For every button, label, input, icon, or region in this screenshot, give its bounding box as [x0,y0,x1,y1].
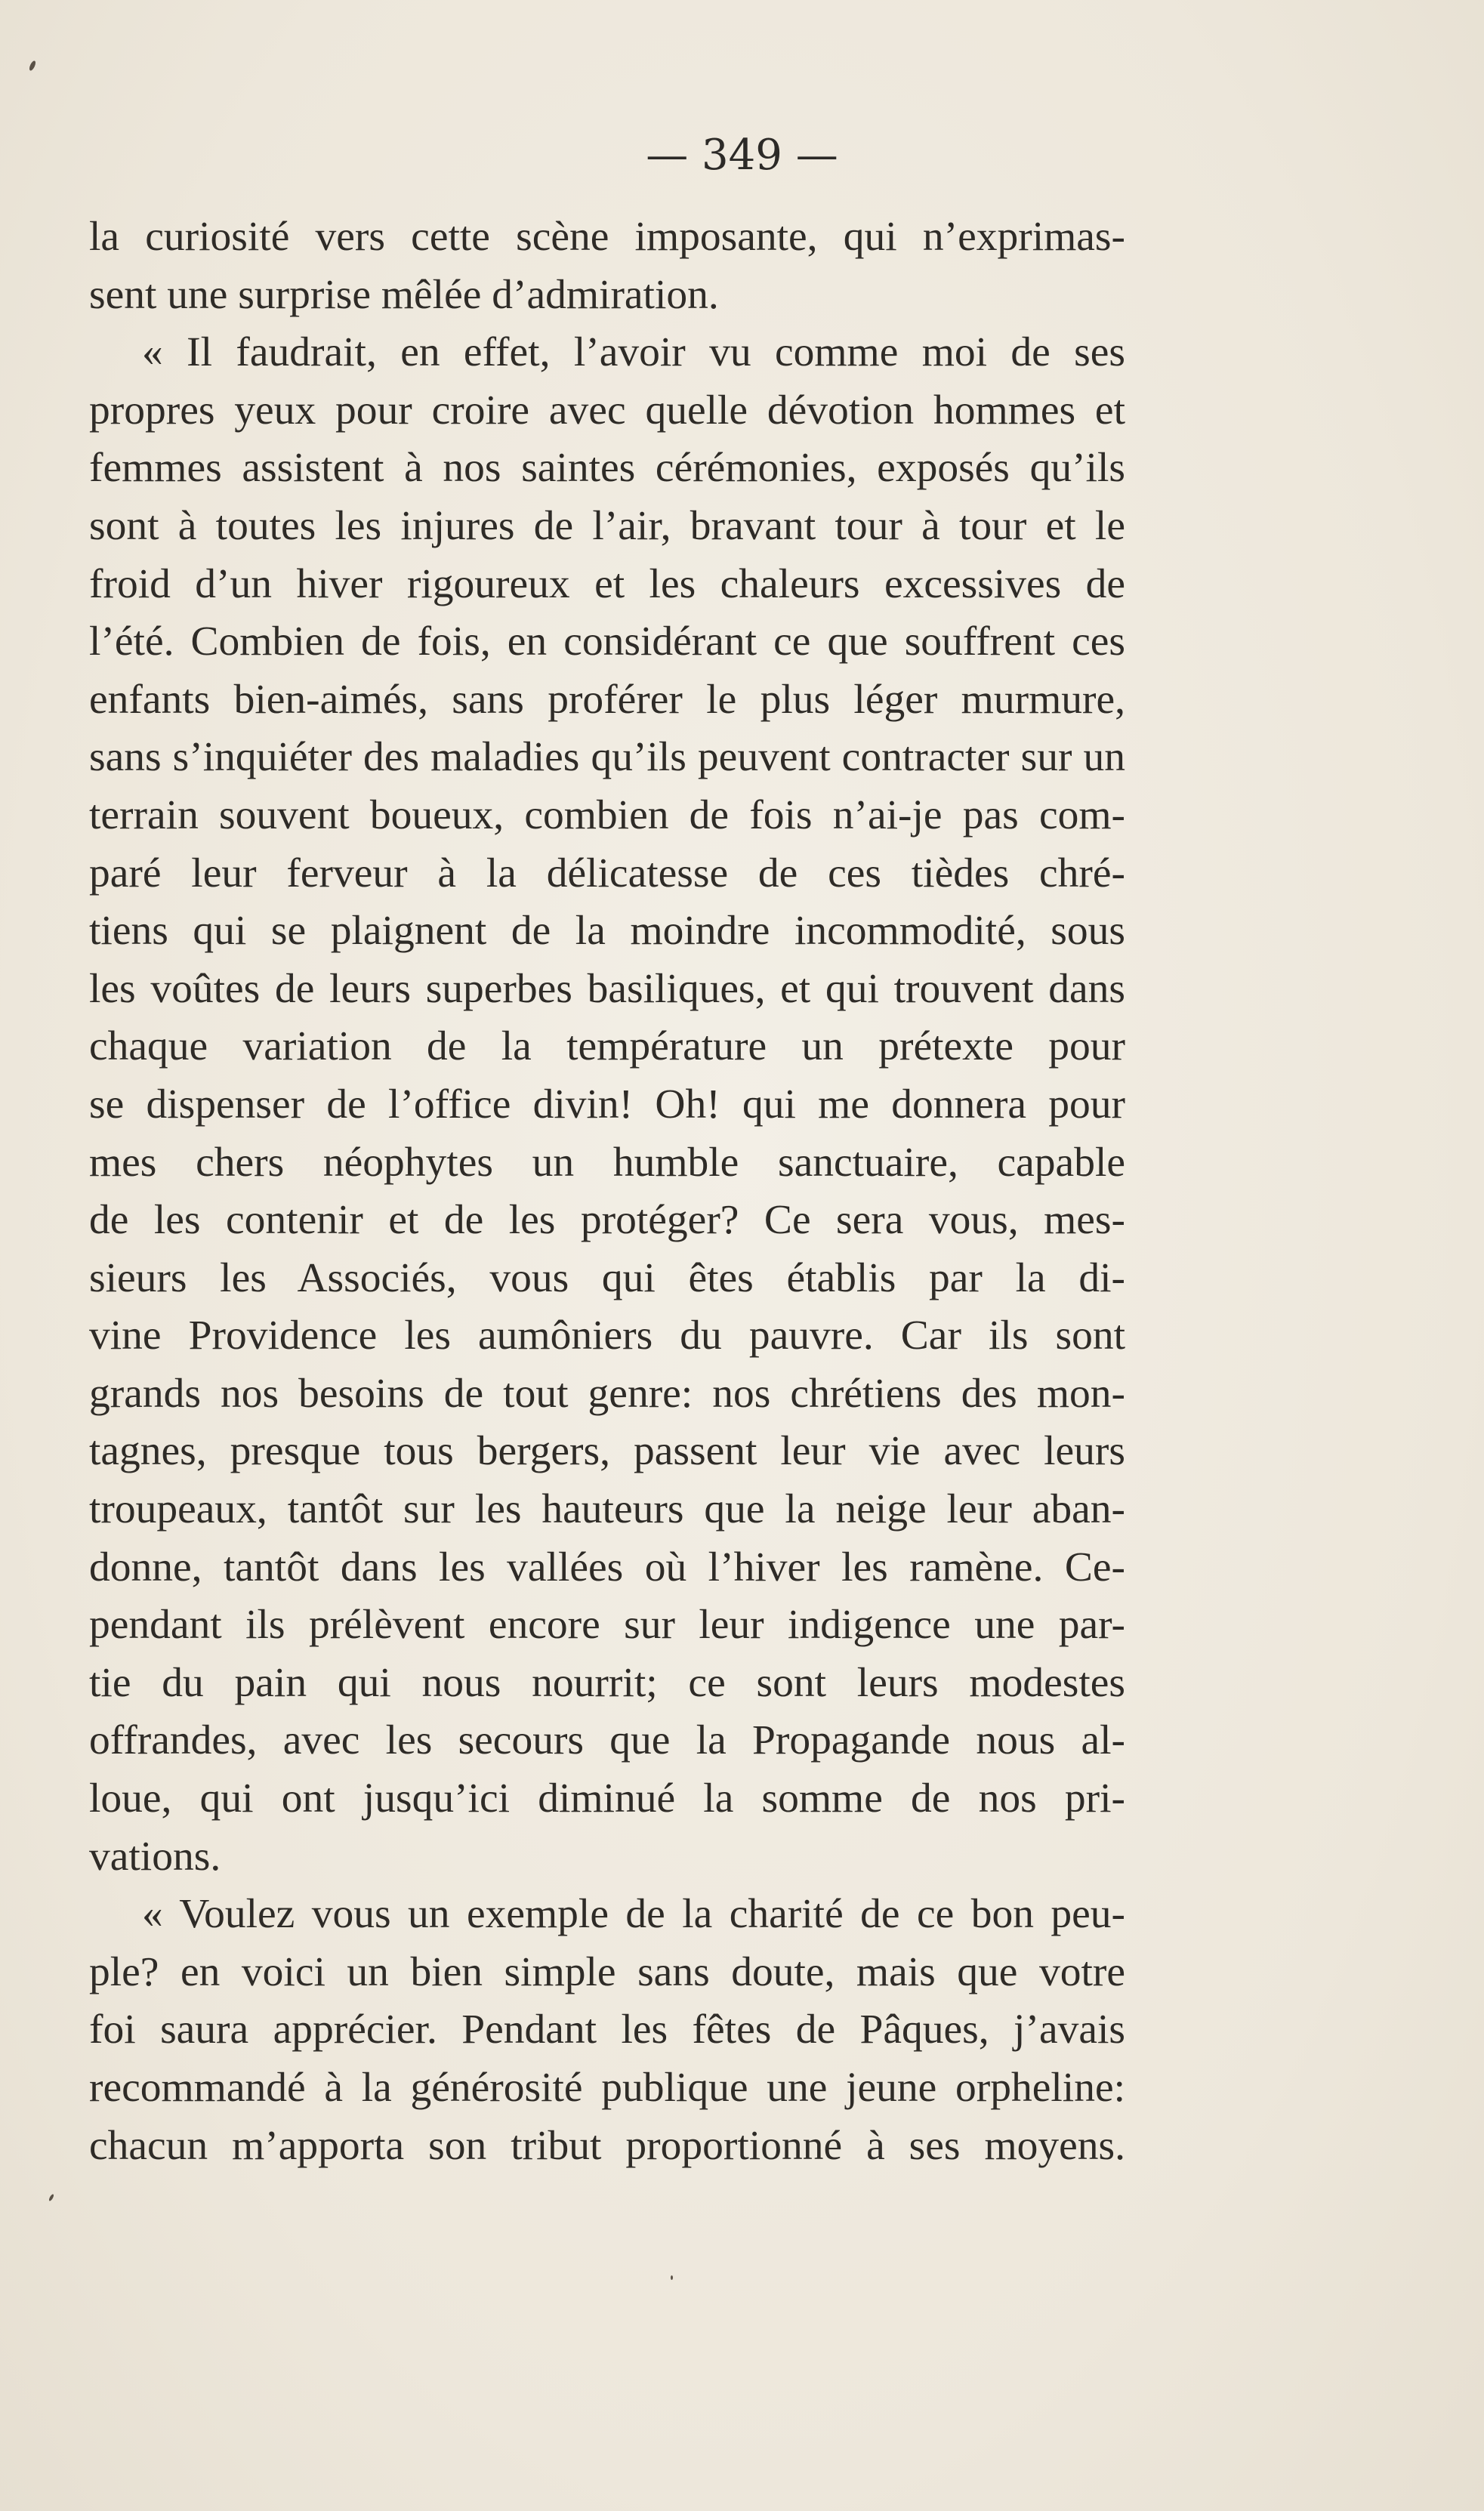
paper-speck [671,2275,673,2280]
text-line: chacun m’apporta son tribut proportionné à ses moyens. [89,2122,1125,2169]
text-line: foi saura apprécier. Pendant les fêtes de Pâques, j’avais [89,2007,1125,2053]
text-line: l’été. Combien de fois, en considérant ce que souffrent ces [89,618,1125,665]
text-line: offrandes, avec les secours que la Propagande nous al- [89,1717,1125,1764]
text-line: vine Providence les aumôniers du pauvre. Car ils sont [89,1313,1125,1359]
paper-speck [28,60,36,71]
text-line: froid d’un hiver rigoureux et les chaleurs excessives de [89,560,1125,607]
text-line: de les contenir et de les protéger? Ce sera vous, mes- [89,1197,1125,1244]
text-line: grands nos besoins de tout genre: nos chrétiens des mon- [89,1370,1125,1417]
text-line: mes chers néophytes un humble sanctuaire, capable [89,1139,1125,1186]
body-text [89,208,1125,2175]
text-line: paré leur ferveur à la délicatesse de ces tièdes chré- [89,850,1125,896]
text-line: tiens qui se plaignent de la moindre incommodité, sous [89,908,1125,955]
text-line: enfants bien-aimés, sans proférer le plus léger murmure, [89,676,1125,723]
text-line: « Voulez vous un exemple de la charité de ce bon peu- [142,1891,1125,1938]
text-line: terrain souvent boueux, combien de fois n’ai-je pas com- [89,791,1125,838]
text-line: les voûtes de leurs superbes basiliques, et qui trouvent dans [89,965,1125,1012]
text-line: chaque variation de la température un prétexte pour [89,1023,1125,1070]
page-number: — 349 — [646,131,838,180]
text-line: pendant ils prélèvent encore sur leur indigence une par- [89,1602,1125,1649]
text-line: donne, tantôt dans les vallées où l’hiver les ramène. Ce- [89,1544,1125,1590]
text-line: « Il faudrait, en effet, l’avoir vu comme moi de ses [142,329,1125,376]
text-line: recommandé à la générosité publique une jeune orpheline: [89,2065,1125,2111]
text-line: troupeaux, tantôt sur les hauteurs que la neige leur aban- [89,1486,1125,1533]
text-line: la curiosité vers cette scène imposante, qui n’exprimas- [89,214,1125,260]
text-line: vations. [89,1833,221,1880]
text-line: ple? en voici un bien simple sans doute, mais que votre [89,1948,1125,1995]
paper-speck [48,2194,54,2202]
text-line: se dispenser de l’office divin! Oh! qui me donnera pour [89,1081,1125,1127]
text-line: sont à toutes les injures de l’air, bravant tour à tour et le [89,502,1125,549]
text-line: tie du pain qui nous nourrit; ce sont leurs modestes [89,1659,1125,1706]
text-line: sans s’inquiéter des maladies qu’ils peuvent contracter sur un [89,734,1125,781]
text-line: sieurs les Associés, vous qui êtes établis par la di- [89,1254,1125,1301]
text-line: tagnes, presque tous bergers, passent leur vie avec leurs [89,1428,1125,1475]
text-line: femmes assistent à nos saintes cérémonies, exposés qu’ils [89,445,1125,492]
text-line: loue, qui ont jusqu’ici diminué la somme de nos pri- [89,1775,1125,1822]
text-line: sent une surprise mêlée d’admiration. [89,271,719,318]
text-line: propres yeux pour croire avec quelle dévotion hommes et [89,387,1125,433]
